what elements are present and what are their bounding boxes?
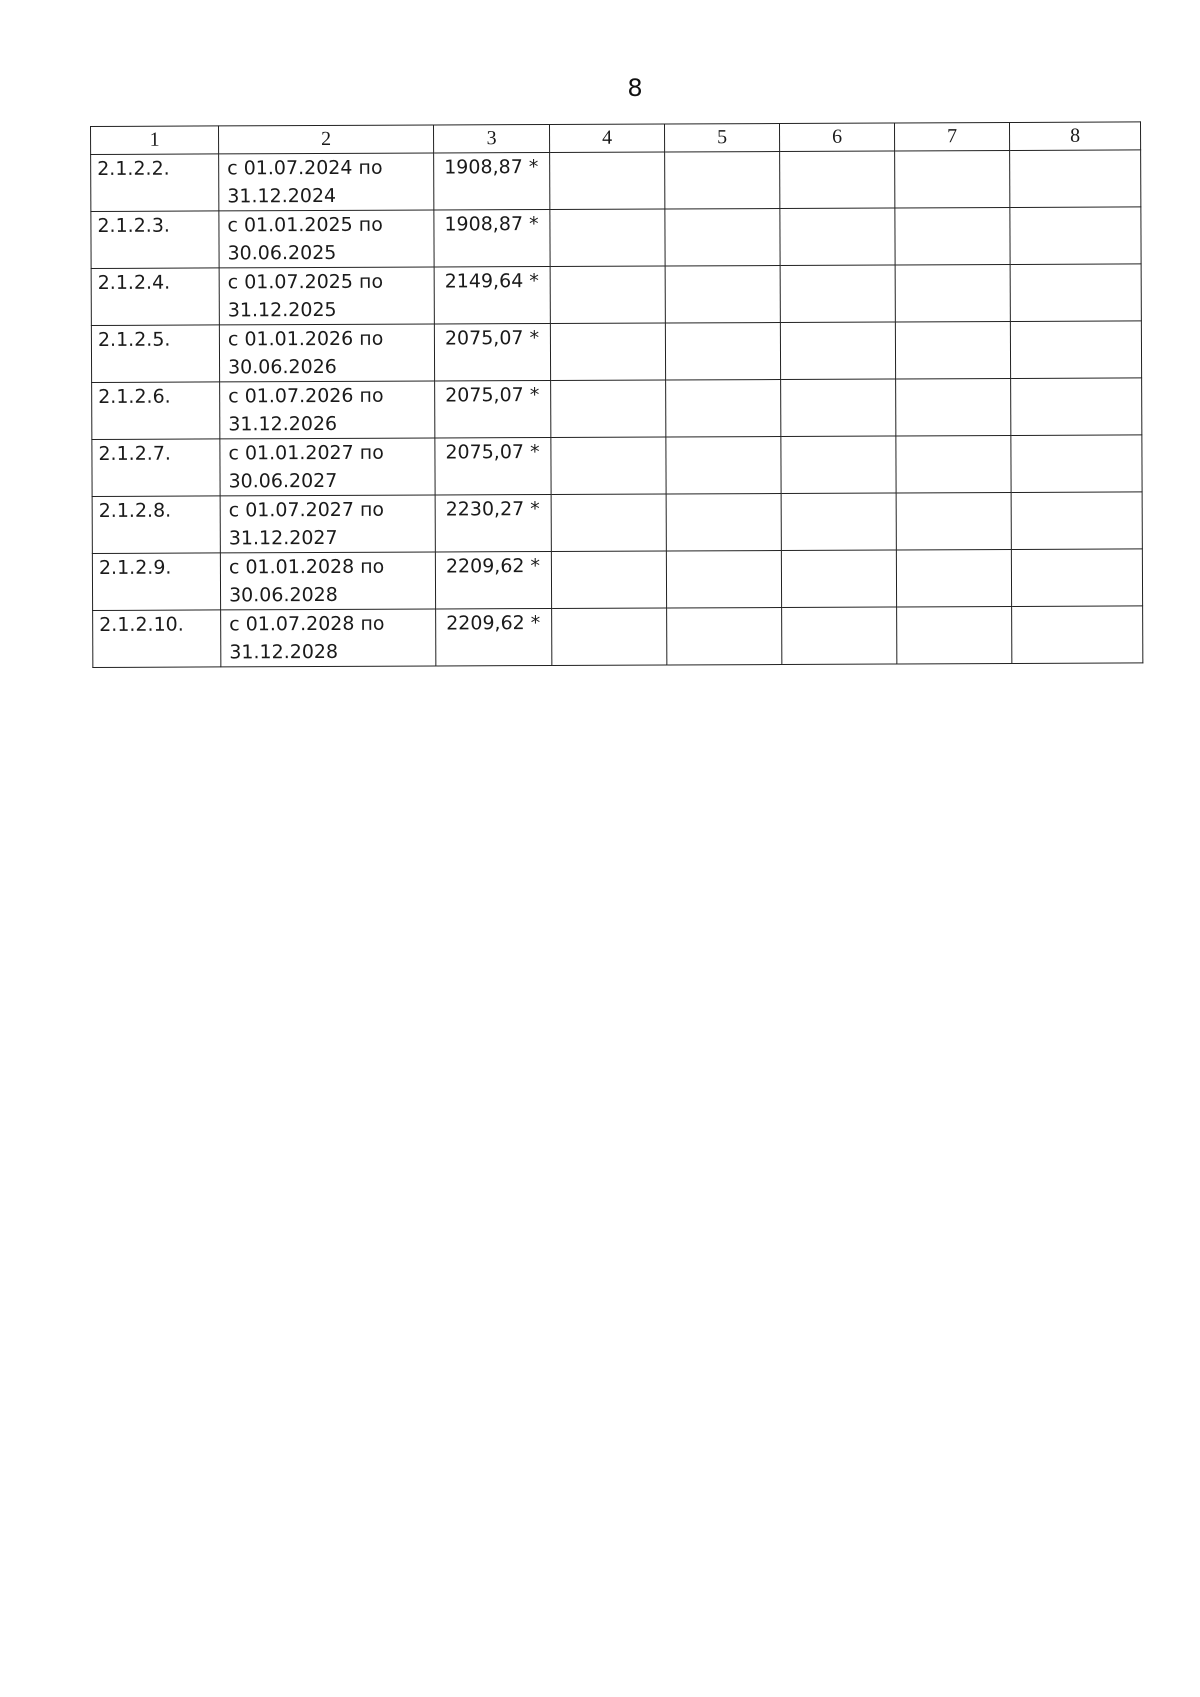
table-row [91, 264, 1141, 326]
column-header: 6 [779, 123, 894, 152]
tariff-value: 2209,62 * [446, 612, 541, 635]
period-cell [220, 438, 435, 496]
empty-cell [896, 435, 1011, 493]
empty-cell [897, 606, 1012, 664]
row-number-cell [92, 439, 220, 497]
tariff-value: 1908,87 * [444, 156, 539, 179]
column-header: 5 [664, 123, 779, 152]
period-cell [219, 210, 434, 268]
empty-cell [1011, 549, 1142, 607]
empty-cell [666, 436, 781, 494]
row-number: 2.1.2.5. [97, 328, 171, 351]
row-number: 2.1.2.9. [98, 556, 172, 579]
period-start: с 01.07.2027 по [228, 498, 385, 522]
empty-cell [781, 493, 896, 551]
period-end: 30.06.2026 [228, 355, 337, 379]
tariff-value: 2230,27 * [445, 498, 540, 521]
empty-cell [666, 379, 781, 437]
empty-cell [550, 323, 665, 381]
period-start: с 01.07.2028 по [229, 612, 385, 636]
table-row [91, 150, 1141, 212]
row-number-cell [91, 211, 219, 269]
tariff-value: 1908,87 * [444, 213, 539, 236]
empty-cell [1010, 207, 1141, 265]
row-number: 2.1.2.8. [98, 499, 172, 522]
period-cell [220, 552, 435, 610]
period-end: 31.12.2024 [227, 184, 337, 208]
column-header: 7 [894, 122, 1009, 151]
tariff-value: 2075,07 * [444, 327, 540, 350]
row-number: 2.1.2.10. [99, 613, 184, 636]
empty-cell [895, 150, 1010, 208]
row-number-cell [91, 154, 219, 212]
period-start: с 01.01.2025 по [227, 213, 383, 237]
period-start: с 01.07.2026 по [228, 384, 384, 408]
column-header: 1 [91, 126, 219, 155]
empty-cell [1012, 606, 1143, 664]
table-row [91, 207, 1141, 269]
row-number-cell [92, 496, 220, 554]
tariff-value-cell [435, 494, 551, 552]
row-number-cell [93, 610, 221, 668]
period-end: 31.12.2028 [229, 640, 339, 664]
empty-cell [896, 378, 1011, 436]
table-row [91, 321, 1141, 383]
empty-cell [551, 437, 666, 495]
period-cell [219, 153, 434, 211]
period-cell [221, 609, 436, 667]
empty-cell [1011, 492, 1142, 550]
empty-cell [895, 207, 1010, 265]
empty-cell [780, 265, 895, 323]
period-end: 30.06.2025 [227, 241, 337, 265]
empty-cell [665, 322, 780, 380]
tariff-value-cell [434, 209, 550, 267]
period-cell [220, 381, 435, 439]
empty-cell [550, 209, 665, 267]
empty-cell [550, 152, 665, 210]
period-start: с 01.07.2025 по [227, 270, 384, 294]
empty-cell [895, 321, 1010, 379]
tariff-value-cell [435, 380, 551, 438]
column-header: 3 [433, 124, 549, 153]
row-number-cell [91, 268, 219, 326]
column-header: 2 [219, 125, 434, 154]
table-row [92, 549, 1142, 611]
empty-cell [781, 550, 896, 608]
table-row [92, 492, 1142, 554]
row-number-cell [92, 382, 220, 440]
empty-cell [1010, 264, 1141, 322]
empty-cell [1011, 378, 1142, 436]
tariff-value: 2209,62 * [445, 555, 541, 578]
empty-cell [782, 607, 897, 665]
empty-cell [780, 322, 895, 380]
table-body [91, 150, 1143, 668]
empty-cell [1010, 150, 1141, 208]
column-header: 8 [1009, 122, 1140, 151]
row-number-cell [91, 325, 219, 383]
empty-cell [665, 151, 780, 209]
empty-cell [667, 607, 782, 665]
period-cell [219, 324, 434, 382]
tariff-value-cell [434, 323, 550, 381]
period-start: с 01.07.2024 по [227, 156, 383, 180]
empty-cell [551, 380, 666, 438]
period-start: с 01.01.2027 по [228, 441, 384, 465]
tariff-value-cell [434, 152, 550, 210]
period-end: 31.12.2025 [227, 298, 337, 322]
empty-cell [780, 208, 895, 266]
row-number: 2.1.2.4. [97, 271, 171, 294]
column-header: 4 [549, 124, 664, 153]
period-cell [219, 267, 434, 325]
tariff-value-cell [436, 608, 552, 666]
period-start: с 01.01.2028 по [228, 555, 385, 579]
empty-cell [780, 151, 895, 209]
period-end: 31.12.2026 [228, 412, 338, 436]
tariff-value-cell [435, 551, 551, 609]
empty-cell [896, 549, 1011, 607]
tariff-value-cell [434, 266, 550, 324]
empty-cell [781, 379, 896, 437]
period-start: с 01.01.2026 по [227, 327, 384, 351]
empty-cell [551, 551, 666, 609]
empty-cell [665, 265, 780, 323]
row-number-cell [92, 553, 220, 611]
tariff-value-cell [435, 437, 551, 495]
empty-cell [552, 608, 667, 666]
empty-cell [666, 493, 781, 551]
empty-cell [896, 492, 1011, 550]
tariff-value: 2075,07 * [445, 384, 540, 407]
empty-cell [895, 264, 1010, 322]
table-row [93, 606, 1143, 668]
page-number: 8 [627, 74, 643, 102]
period-cell [220, 495, 435, 553]
tariff-value: 2149,64 * [444, 270, 539, 293]
period-end: 30.06.2028 [229, 583, 338, 607]
row-number: 2.1.2.2. [97, 157, 170, 180]
period-end: 31.12.2027 [228, 526, 338, 550]
row-number: 2.1.2.6. [98, 385, 171, 408]
empty-cell [550, 266, 665, 324]
empty-cell [1011, 435, 1142, 493]
tariff-table [90, 121, 1143, 668]
empty-cell [665, 208, 780, 266]
empty-cell [551, 494, 666, 552]
period-end: 30.06.2027 [228, 469, 338, 493]
row-number: 2.1.2.7. [98, 442, 171, 465]
empty-cell [1010, 321, 1141, 379]
empty-cell [781, 436, 896, 494]
row-number: 2.1.2.3. [97, 214, 170, 237]
table-row [92, 378, 1142, 440]
empty-cell [666, 550, 781, 608]
tariff-value: 2075,07 * [445, 441, 540, 464]
table-row [92, 435, 1142, 497]
